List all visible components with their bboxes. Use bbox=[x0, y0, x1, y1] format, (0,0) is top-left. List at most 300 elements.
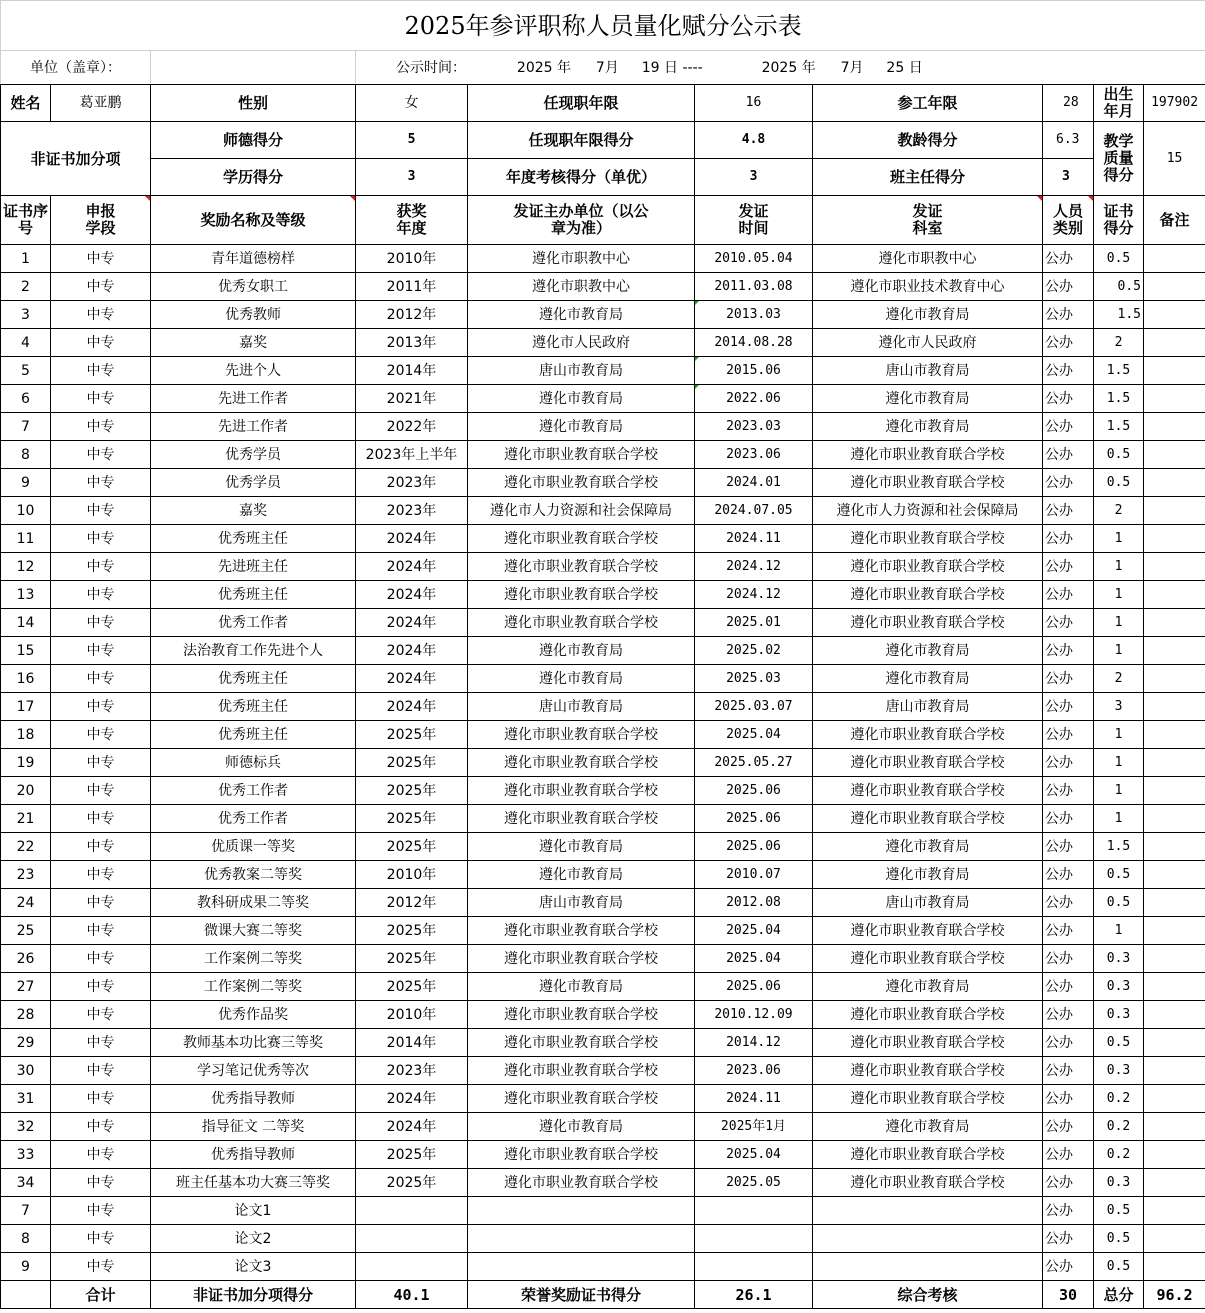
table-row bbox=[1, 357, 1205, 385]
row-office: 唐山市教育局 bbox=[813, 693, 1043, 721]
row-remark bbox=[1144, 301, 1205, 329]
row-category: 公办 bbox=[1043, 553, 1094, 581]
row-year: 2023年上半年 bbox=[356, 441, 468, 469]
row-year: 2010年 bbox=[356, 861, 468, 889]
row-office: 遵化市人民政府 bbox=[813, 329, 1043, 357]
row-score: 0.5 bbox=[1094, 861, 1144, 889]
table-row bbox=[1, 1057, 1205, 1085]
row-seq: 12 bbox=[1, 553, 51, 581]
row-seq: 30 bbox=[1, 1057, 51, 1085]
row-issuer: 遵化市人力资源和社会保障局 bbox=[468, 497, 695, 525]
row-office: 遵化市教育局 bbox=[813, 665, 1043, 693]
row-remark bbox=[1144, 693, 1205, 721]
end-year-unit: 年 bbox=[801, 59, 816, 76]
row-award: 师德标兵 bbox=[151, 749, 356, 777]
row-remark bbox=[1144, 245, 1205, 273]
row-score: 1 bbox=[1094, 749, 1144, 777]
ethics-row bbox=[1, 122, 1205, 159]
row-category: 公办 bbox=[1043, 1253, 1094, 1281]
table-row bbox=[1, 1225, 1205, 1253]
start-month: 7月 bbox=[595, 59, 619, 76]
name-value: 葛亚鹏 bbox=[51, 85, 151, 122]
row-office: 遵化市教育局 bbox=[813, 413, 1043, 441]
row-award: 先进工作者 bbox=[151, 385, 356, 413]
row-remark bbox=[1144, 1225, 1205, 1253]
totals-blank bbox=[1, 1281, 51, 1309]
row-date: 2011.03.08 bbox=[695, 273, 813, 301]
row-score: 0.5 bbox=[1094, 1225, 1144, 1253]
row-stage: 中专 bbox=[51, 553, 151, 581]
row-issuer: 遵化市教育局 bbox=[468, 301, 695, 329]
row-stage: 中专 bbox=[51, 1113, 151, 1141]
row-remark bbox=[1144, 1253, 1205, 1281]
row-stage: 中专 bbox=[51, 581, 151, 609]
table-row bbox=[1, 637, 1205, 665]
row-year: 2024年 bbox=[356, 1113, 468, 1141]
work-years-value: 28 bbox=[1043, 85, 1094, 122]
row-award: 优秀教师 bbox=[151, 301, 356, 329]
row-issuer: 遵化市教育局 bbox=[468, 413, 695, 441]
row-award: 教科研成果二等奖 bbox=[151, 889, 356, 917]
row-date: 2023.03 bbox=[695, 413, 813, 441]
row-category: 公办 bbox=[1043, 245, 1094, 273]
row-year: 2025年 bbox=[356, 1169, 468, 1197]
row-award: 优秀班主任 bbox=[151, 581, 356, 609]
teaching-age-value: 6.3 bbox=[1043, 122, 1094, 159]
row-score: 0.5 bbox=[1094, 1029, 1144, 1057]
end-month: 7月 bbox=[840, 59, 864, 76]
row-issuer: 遵化市职业教育联合学校 bbox=[468, 945, 695, 973]
row-score: 1.5 bbox=[1094, 385, 1144, 413]
row-seq: 31 bbox=[1, 1085, 51, 1113]
row-year bbox=[356, 1197, 468, 1225]
row-score: 1 bbox=[1094, 553, 1144, 581]
pub-label: 公示时间： bbox=[396, 59, 466, 76]
row-issuer: 遵化市职业教育联合学校 bbox=[468, 917, 695, 945]
teaching-age-label: 教龄得分 bbox=[813, 122, 1043, 159]
table-row bbox=[1, 385, 1205, 413]
row-office: 遵化市职业教育联合学校 bbox=[813, 1169, 1043, 1197]
header-award: 奖励名称及等级 bbox=[151, 196, 356, 245]
table-row bbox=[1, 889, 1205, 917]
row-award: 优秀工作者 bbox=[151, 777, 356, 805]
row-remark bbox=[1144, 721, 1205, 749]
tenure-score-label: 任现职年限得分 bbox=[468, 122, 695, 159]
education-value: 3 bbox=[356, 159, 468, 196]
row-remark bbox=[1144, 273, 1205, 301]
row-issuer bbox=[468, 1225, 695, 1253]
birth-label: 出生年月 bbox=[1094, 85, 1144, 122]
gender-label: 性别 bbox=[151, 85, 356, 122]
annual-label: 年度考核得分（单优） bbox=[468, 159, 695, 196]
row-category: 公办 bbox=[1043, 777, 1094, 805]
row-score: 1 bbox=[1094, 581, 1144, 609]
row-score: 0.3 bbox=[1094, 1057, 1144, 1085]
row-score: 1.5 bbox=[1094, 301, 1144, 329]
row-remark bbox=[1144, 1113, 1205, 1141]
row-award: 论文3 bbox=[151, 1253, 356, 1281]
row-issuer: 遵化市教育局 bbox=[468, 637, 695, 665]
header-category: 人员类别 bbox=[1043, 196, 1094, 245]
row-award: 先进工作者 bbox=[151, 413, 356, 441]
row-score: 3 bbox=[1094, 693, 1144, 721]
row-office bbox=[813, 1253, 1043, 1281]
row-date bbox=[695, 1253, 813, 1281]
totals-overall-label: 综合考核 bbox=[813, 1281, 1043, 1309]
row-category: 公办 bbox=[1043, 1029, 1094, 1057]
row-year: 2024年 bbox=[356, 693, 468, 721]
header-remark: 备注 bbox=[1144, 196, 1205, 245]
row-office: 遵化市职业教育联合学校 bbox=[813, 441, 1043, 469]
row-stage: 中专 bbox=[51, 917, 151, 945]
row-stage: 中专 bbox=[51, 693, 151, 721]
row-date: 2015.06 bbox=[695, 357, 813, 385]
row-remark bbox=[1144, 581, 1205, 609]
row-year: 2012年 bbox=[356, 301, 468, 329]
table-row bbox=[1, 693, 1205, 721]
row-award: 先进个人 bbox=[151, 357, 356, 385]
row-stage: 中专 bbox=[51, 525, 151, 553]
row-score: 0.5 bbox=[1094, 1197, 1144, 1225]
table-row bbox=[1, 1197, 1205, 1225]
row-remark bbox=[1144, 945, 1205, 973]
row-office: 遵化市职业教育联合学校 bbox=[813, 777, 1043, 805]
row-remark bbox=[1144, 917, 1205, 945]
row-stage: 中专 bbox=[51, 889, 151, 917]
row-category: 公办 bbox=[1043, 273, 1094, 301]
row-date: 2025.04 bbox=[695, 721, 813, 749]
row-date: 2023.06 bbox=[695, 1057, 813, 1085]
end-day-unit: 日 bbox=[908, 59, 923, 76]
end-day: 25 bbox=[886, 59, 905, 76]
table-row bbox=[1, 581, 1205, 609]
table-row bbox=[1, 833, 1205, 861]
row-year bbox=[356, 1225, 468, 1253]
tenure-score-value: 4.8 bbox=[695, 122, 813, 159]
row-remark bbox=[1144, 1057, 1205, 1085]
row-category: 公办 bbox=[1043, 721, 1094, 749]
row-office: 遵化市职业教育联合学校 bbox=[813, 609, 1043, 637]
table-row bbox=[1, 665, 1205, 693]
table-row bbox=[1, 917, 1205, 945]
row-year: 2012年 bbox=[356, 889, 468, 917]
row-stage: 中专 bbox=[51, 1057, 151, 1085]
row-year: 2024年 bbox=[356, 665, 468, 693]
row-office: 遵化市职业教育联合学校 bbox=[813, 721, 1043, 749]
header-issuer: 发证主办单位（以公章为准） bbox=[468, 196, 695, 245]
annual-value: 3 bbox=[695, 159, 813, 196]
row-score: 0.5 bbox=[1094, 245, 1144, 273]
row-year: 2025年 bbox=[356, 945, 468, 973]
row-score: 0.3 bbox=[1094, 945, 1144, 973]
row-stage: 中专 bbox=[51, 1141, 151, 1169]
row-year: 2025年 bbox=[356, 721, 468, 749]
ethics-label: 师德得分 bbox=[151, 122, 356, 159]
row-year: 2025年 bbox=[356, 833, 468, 861]
row-seq: 29 bbox=[1, 1029, 51, 1057]
row-remark bbox=[1144, 1169, 1205, 1197]
row-date: 2025.04 bbox=[695, 945, 813, 973]
row-remark bbox=[1144, 609, 1205, 637]
row-category: 公办 bbox=[1043, 805, 1094, 833]
row-stage: 中专 bbox=[51, 861, 151, 889]
row-issuer: 遵化市教育局 bbox=[468, 385, 695, 413]
row-stage: 中专 bbox=[51, 973, 151, 1001]
row-stage: 中专 bbox=[51, 273, 151, 301]
row-year: 2013年 bbox=[356, 329, 468, 357]
row-award: 优秀指导教师 bbox=[151, 1085, 356, 1113]
row-office: 遵化市教育局 bbox=[813, 833, 1043, 861]
row-issuer: 遵化市教育局 bbox=[468, 833, 695, 861]
row-award: 论文2 bbox=[151, 1225, 356, 1253]
row-remark bbox=[1144, 777, 1205, 805]
row-year: 2024年 bbox=[356, 637, 468, 665]
row-date: 2025.05.27 bbox=[695, 749, 813, 777]
table-row bbox=[1, 441, 1205, 469]
class-teacher-label: 班主任得分 bbox=[813, 159, 1043, 196]
row-office: 遵化市教育局 bbox=[813, 637, 1043, 665]
row-award: 优秀班主任 bbox=[151, 665, 356, 693]
row-category: 公办 bbox=[1043, 525, 1094, 553]
row-category: 公办 bbox=[1043, 469, 1094, 497]
table-row bbox=[1, 1253, 1205, 1281]
row-office: 遵化市人力资源和社会保障局 bbox=[813, 497, 1043, 525]
row-date: 2010.07 bbox=[695, 861, 813, 889]
row-category: 公办 bbox=[1043, 1057, 1094, 1085]
table-row bbox=[1, 749, 1205, 777]
row-seq: 9 bbox=[1, 1253, 51, 1281]
row-year: 2021年 bbox=[356, 385, 468, 413]
row-stage: 中专 bbox=[51, 497, 151, 525]
table-row bbox=[1, 805, 1205, 833]
row-remark bbox=[1144, 1141, 1205, 1169]
row-date: 2025.06 bbox=[695, 805, 813, 833]
row-issuer: 遵化市职业教育联合学校 bbox=[468, 1141, 695, 1169]
page-title: 2025年参评职称人员量化赋分公示表 bbox=[1, 1, 1205, 51]
table-row bbox=[1, 273, 1205, 301]
row-remark bbox=[1144, 1197, 1205, 1225]
row-year: 2022年 bbox=[356, 413, 468, 441]
table-row bbox=[1, 1113, 1205, 1141]
row-remark bbox=[1144, 525, 1205, 553]
row-issuer: 遵化市教育局 bbox=[468, 665, 695, 693]
row-office: 遵化市职业教育联合学校 bbox=[813, 1029, 1043, 1057]
row-category: 公办 bbox=[1043, 1225, 1094, 1253]
totals-overall-value: 30 bbox=[1043, 1281, 1094, 1309]
row-remark bbox=[1144, 861, 1205, 889]
row-remark bbox=[1144, 889, 1205, 917]
table-row bbox=[1, 1029, 1205, 1057]
row-seq: 6 bbox=[1, 385, 51, 413]
row-office: 遵化市职业教育联合学校 bbox=[813, 553, 1043, 581]
row-office: 遵化市职业教育联合学校 bbox=[813, 749, 1043, 777]
row-seq: 28 bbox=[1, 1001, 51, 1029]
row-stage: 中专 bbox=[51, 441, 151, 469]
table-row bbox=[1, 973, 1205, 1001]
row-seq: 23 bbox=[1, 861, 51, 889]
row-award: 优秀女职工 bbox=[151, 273, 356, 301]
row-year: 2014年 bbox=[356, 357, 468, 385]
row-stage: 中专 bbox=[51, 1197, 151, 1225]
row-date: 2013.03 bbox=[695, 301, 813, 329]
row-award: 优秀学员 bbox=[151, 441, 356, 469]
row-stage: 中专 bbox=[51, 833, 151, 861]
row-seq: 7 bbox=[1, 413, 51, 441]
row-stage: 中专 bbox=[51, 609, 151, 637]
row-seq: 8 bbox=[1, 441, 51, 469]
row-award: 学习笔记优秀等次 bbox=[151, 1057, 356, 1085]
row-remark bbox=[1144, 469, 1205, 497]
row-issuer: 遵化市人民政府 bbox=[468, 329, 695, 357]
row-category: 公办 bbox=[1043, 1113, 1094, 1141]
unit-label: 单位（盖章）： bbox=[1, 51, 151, 85]
row-year: 2025年 bbox=[356, 1141, 468, 1169]
row-remark bbox=[1144, 1001, 1205, 1029]
row-office: 遵化市职业技术教育中心 bbox=[813, 273, 1043, 301]
row-seq: 15 bbox=[1, 637, 51, 665]
row-date: 2023.06 bbox=[695, 441, 813, 469]
row-category: 公办 bbox=[1043, 1001, 1094, 1029]
row-award: 微课大赛二等奖 bbox=[151, 917, 356, 945]
row-stage: 中专 bbox=[51, 245, 151, 273]
header-score: 证书得分 bbox=[1094, 196, 1144, 245]
row-year bbox=[356, 1253, 468, 1281]
row-seq: 7 bbox=[1, 1197, 51, 1225]
row-issuer: 唐山市教育局 bbox=[468, 357, 695, 385]
row-category: 公办 bbox=[1043, 693, 1094, 721]
row-issuer bbox=[468, 1197, 695, 1225]
row-issuer: 唐山市教育局 bbox=[468, 889, 695, 917]
row-remark bbox=[1144, 637, 1205, 665]
row-score: 1 bbox=[1094, 609, 1144, 637]
row-category: 公办 bbox=[1043, 385, 1094, 413]
row-category: 公办 bbox=[1043, 637, 1094, 665]
row-seq: 22 bbox=[1, 833, 51, 861]
row-year: 2024年 bbox=[356, 581, 468, 609]
row-date: 2024.07.05 bbox=[695, 497, 813, 525]
row-year: 2025年 bbox=[356, 917, 468, 945]
end-year: 2025 bbox=[761, 59, 798, 76]
row-seq: 11 bbox=[1, 525, 51, 553]
row-award: 优秀教案二等奖 bbox=[151, 861, 356, 889]
quality-label: 教学质量得分 bbox=[1094, 122, 1144, 196]
row-issuer: 唐山市教育局 bbox=[468, 693, 695, 721]
row-issuer: 遵化市职业教育联合学校 bbox=[468, 1001, 695, 1029]
header-year: 获奖年度 bbox=[356, 196, 468, 245]
row-award: 优秀工作者 bbox=[151, 609, 356, 637]
row-year: 2024年 bbox=[356, 553, 468, 581]
row-issuer: 遵化市职业教育联合学校 bbox=[468, 553, 695, 581]
row-remark bbox=[1144, 973, 1205, 1001]
row-date: 2024.12 bbox=[695, 553, 813, 581]
row-seq: 16 bbox=[1, 665, 51, 693]
class-teacher-value: 3 bbox=[1043, 159, 1094, 196]
row-seq: 20 bbox=[1, 777, 51, 805]
totals-row bbox=[1, 1281, 1205, 1309]
row-year: 2025年 bbox=[356, 805, 468, 833]
row-stage: 中专 bbox=[51, 1253, 151, 1281]
row-category: 公办 bbox=[1043, 357, 1094, 385]
row-stage: 中专 bbox=[51, 301, 151, 329]
row-stage: 中专 bbox=[51, 1001, 151, 1029]
row-award: 班主任基本功大赛三等奖 bbox=[151, 1169, 356, 1197]
row-award: 论文1 bbox=[151, 1197, 356, 1225]
name-label: 姓名 bbox=[1, 85, 51, 122]
row-stage: 中专 bbox=[51, 469, 151, 497]
row-stage: 中专 bbox=[51, 357, 151, 385]
row-office: 遵化市职业教育联合学校 bbox=[813, 1085, 1043, 1113]
row-office: 遵化市职业教育联合学校 bbox=[813, 469, 1043, 497]
row-seq: 27 bbox=[1, 973, 51, 1001]
row-score: 1.5 bbox=[1094, 357, 1144, 385]
row-date: 2024.11 bbox=[695, 1085, 813, 1113]
row-seq: 19 bbox=[1, 749, 51, 777]
row-stage: 中专 bbox=[51, 385, 151, 413]
row-stage: 中专 bbox=[51, 1225, 151, 1253]
row-date: 2010.12.09 bbox=[695, 1001, 813, 1029]
table-row bbox=[1, 497, 1205, 525]
table-row bbox=[1, 553, 1205, 581]
row-remark bbox=[1144, 553, 1205, 581]
row-stage: 中专 bbox=[51, 721, 151, 749]
row-stage: 中专 bbox=[51, 1085, 151, 1113]
row-category: 公办 bbox=[1043, 665, 1094, 693]
row-date: 2025.02 bbox=[695, 637, 813, 665]
row-issuer bbox=[468, 1253, 695, 1281]
header-seq: 证书序号 bbox=[1, 196, 51, 245]
row-year: 2025年 bbox=[356, 777, 468, 805]
row-year: 2025年 bbox=[356, 973, 468, 1001]
row-seq: 13 bbox=[1, 581, 51, 609]
row-seq: 17 bbox=[1, 693, 51, 721]
row-office: 遵化市教育局 bbox=[813, 1113, 1043, 1141]
row-seq: 18 bbox=[1, 721, 51, 749]
row-category: 公办 bbox=[1043, 441, 1094, 469]
row-seq: 26 bbox=[1, 945, 51, 973]
row-date: 2014.12 bbox=[695, 1029, 813, 1057]
row-issuer: 遵化市教育局 bbox=[468, 861, 695, 889]
education-row bbox=[1, 159, 1205, 196]
row-issuer: 遵化市职业教育联合学校 bbox=[468, 1029, 695, 1057]
row-office: 遵化市职业教育联合学校 bbox=[813, 1057, 1043, 1085]
row-award: 优秀班主任 bbox=[151, 693, 356, 721]
row-date: 2025.03.07 bbox=[695, 693, 813, 721]
totals-non-cert-value: 40.1 bbox=[356, 1281, 468, 1309]
row-issuer: 遵化市职业教育联合学校 bbox=[468, 581, 695, 609]
row-remark bbox=[1144, 413, 1205, 441]
row-issuer: 遵化市职业教育联合学校 bbox=[468, 1169, 695, 1197]
row-seq: 5 bbox=[1, 357, 51, 385]
row-date: 2025.06 bbox=[695, 973, 813, 1001]
row-year: 2024年 bbox=[356, 609, 468, 637]
row-remark bbox=[1144, 805, 1205, 833]
row-seq: 21 bbox=[1, 805, 51, 833]
row-stage: 中专 bbox=[51, 329, 151, 357]
table-row bbox=[1, 245, 1205, 273]
row-office: 遵化市职业教育联合学校 bbox=[813, 581, 1043, 609]
row-award: 青年道德榜样 bbox=[151, 245, 356, 273]
row-issuer: 遵化市职业教育联合学校 bbox=[468, 805, 695, 833]
table-row bbox=[1, 329, 1205, 357]
row-score: 0.5 bbox=[1094, 1253, 1144, 1281]
row-office bbox=[813, 1225, 1043, 1253]
row-stage: 中专 bbox=[51, 945, 151, 973]
row-seq: 10 bbox=[1, 497, 51, 525]
publication-time bbox=[356, 51, 1205, 85]
row-year: 2023年 bbox=[356, 469, 468, 497]
row-date: 2024.11 bbox=[695, 525, 813, 553]
row-stage: 中专 bbox=[51, 1169, 151, 1197]
